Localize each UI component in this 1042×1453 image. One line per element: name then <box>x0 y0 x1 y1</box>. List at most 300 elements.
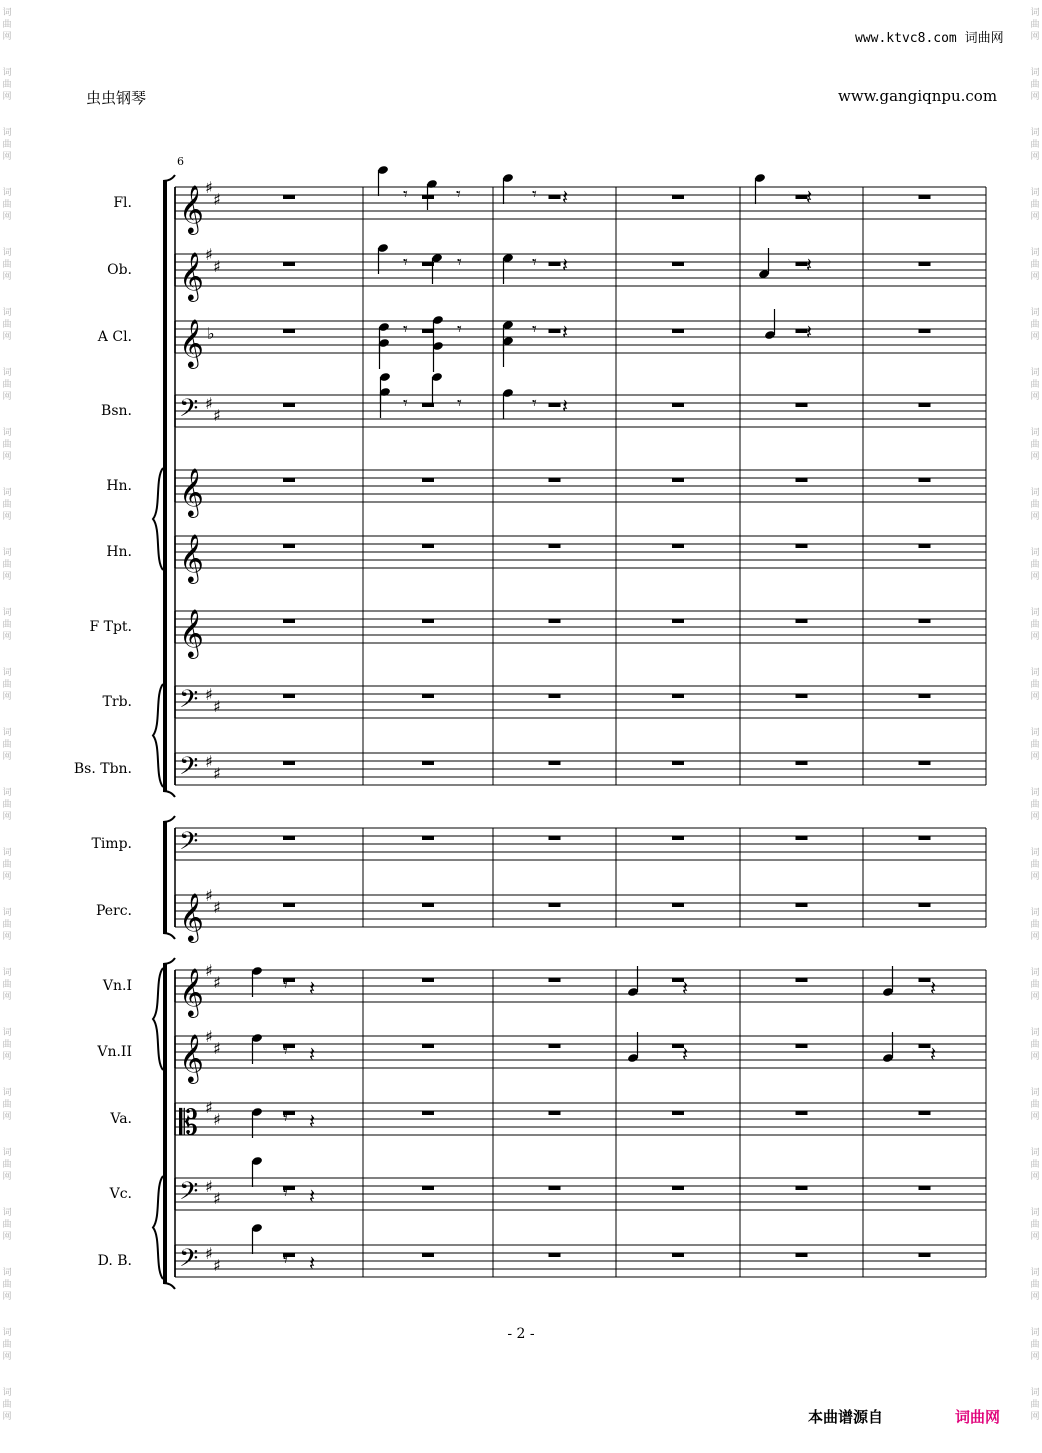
whole-rest <box>422 1044 434 1048</box>
watermark-char: 曲 <box>2 1220 12 1230</box>
instrument-label-bass-trombone: Bs. Tbn. <box>73 761 132 777</box>
whole-rest <box>796 1044 808 1048</box>
watermark-char: 词 <box>2 428 12 438</box>
quarter-rest: 𝄽 <box>682 1042 689 1066</box>
watermark-char: 曲 <box>2 1040 12 1050</box>
eighth-rest: 𝄾 <box>457 393 462 414</box>
watermark-char: 网 <box>1030 512 1040 522</box>
watermark-char: 曲 <box>2 800 12 810</box>
watermark-char: 网 <box>2 752 12 762</box>
header-site-url[interactable]: www.ktvc8.com 词曲网 <box>855 31 1004 46</box>
whole-rest <box>283 694 295 698</box>
watermark-char: 词 <box>1030 608 1040 618</box>
whole-rest <box>422 1253 434 1257</box>
instrument-label-trombone: Trb. <box>102 694 132 710</box>
whole-rest <box>422 619 434 623</box>
watermark-char: 曲 <box>2 80 12 90</box>
watermark-char: 网 <box>2 452 12 462</box>
instrument-label-viola: Va. <box>110 1111 132 1127</box>
whole-rest <box>919 1111 931 1115</box>
whole-rest <box>919 1253 931 1257</box>
sharp-sign: ♯ <box>213 1039 221 1058</box>
whole-rest <box>422 329 434 333</box>
flat-sign: ♭ <box>207 324 215 343</box>
watermark-char: 网 <box>2 1172 12 1182</box>
whole-rest <box>549 1186 561 1190</box>
watermark-char: 词 <box>1030 1148 1040 1158</box>
watermark-char: 词 <box>2 368 12 378</box>
watermark-char: 词 <box>2 608 12 618</box>
watermark-char: 词 <box>1030 848 1040 858</box>
watermark-char: 曲 <box>1030 320 1040 330</box>
whole-rest <box>549 978 561 982</box>
whole-rest <box>796 403 808 407</box>
watermark-char: 曲 <box>1030 680 1040 690</box>
whole-rest <box>283 836 295 840</box>
watermark-char: 曲 <box>1030 440 1040 450</box>
watermark-char: 词 <box>1030 728 1040 738</box>
watermark-char: 词 <box>1030 368 1040 378</box>
instrument-label-horn-1: Hn. <box>106 478 132 494</box>
whole-rest <box>549 262 561 266</box>
whole-rest <box>796 1186 808 1190</box>
watermark-char: 词 <box>1030 428 1040 438</box>
watermark-char: 词 <box>2 1268 12 1278</box>
footer-brand-link[interactable]: 词曲网 <box>955 1408 1001 1426</box>
watermark-char: 曲 <box>1030 200 1040 210</box>
sharp-sign: ♯ <box>213 764 221 783</box>
sharp-sign: ♯ <box>213 973 221 992</box>
watermark-char: 网 <box>1030 452 1040 462</box>
whole-rest <box>919 761 931 765</box>
page-number: - 2 - <box>507 1326 535 1342</box>
eighth-rest: 𝄾 <box>403 393 408 414</box>
watermark-char: 网 <box>2 572 12 582</box>
watermark-char: 曲 <box>1030 1280 1040 1290</box>
watermark-char: 词 <box>2 968 12 978</box>
whole-rest <box>919 478 931 482</box>
whole-rest <box>672 329 684 333</box>
watermark-char: 曲 <box>2 560 12 570</box>
bracket-hook <box>163 933 175 939</box>
sharp-sign: ♯ <box>205 178 213 197</box>
watermark-char: 网 <box>1030 752 1040 762</box>
whole-rest <box>672 619 684 623</box>
sharp-sign: ♯ <box>205 1177 213 1196</box>
watermark-char: 曲 <box>1030 1340 1040 1350</box>
sharp-sign: ♯ <box>205 886 213 905</box>
bass-clef: 𝄢 <box>179 685 199 720</box>
sharp-sign: ♯ <box>213 1110 221 1129</box>
watermark-char: 曲 <box>1030 1220 1040 1230</box>
whole-rest <box>672 836 684 840</box>
whole-rest <box>283 903 295 907</box>
bass-clef: 𝄢 <box>179 1244 199 1279</box>
watermark-char: 词 <box>2 1028 12 1038</box>
watermark-char: 网 <box>2 1232 12 1242</box>
watermark-char: 网 <box>2 152 12 162</box>
watermark-char: 词 <box>1030 548 1040 558</box>
watermark-char: 曲 <box>2 440 12 450</box>
eighth-rest: 𝄾 <box>457 319 462 340</box>
watermark-char: 网 <box>2 272 12 282</box>
watermark-char: 网 <box>1030 992 1040 1002</box>
whole-rest <box>672 262 684 266</box>
instrument-label-oboe: Ob. <box>107 262 132 278</box>
header-site-link[interactable]: www.gangiqnpu.com <box>838 87 998 105</box>
quarter-rest: 𝄽 <box>309 976 316 1000</box>
watermark-char: 网 <box>2 332 12 342</box>
sharp-sign: ♯ <box>213 190 221 209</box>
eighth-rest: 𝄾 <box>283 975 288 996</box>
treble-clef: 𝄞 <box>179 967 204 1016</box>
whole-rest <box>549 195 561 199</box>
whole-rest <box>422 1186 434 1190</box>
watermark-char: 网 <box>1030 1412 1040 1422</box>
quarter-rest: 𝄽 <box>562 185 569 209</box>
watermark-char: 曲 <box>2 740 12 750</box>
watermark-char: 曲 <box>1030 1040 1040 1050</box>
watermark-char: 词 <box>1030 68 1040 78</box>
staff-brace <box>153 968 163 1070</box>
watermark-char: 曲 <box>2 380 12 390</box>
watermark-char: 曲 <box>1030 260 1040 270</box>
treble-clef: 𝄞 <box>179 467 204 516</box>
whole-rest <box>796 619 808 623</box>
treble-clef: 𝄞 <box>179 533 204 582</box>
bass-clef: 𝄢 <box>179 394 199 429</box>
bass-clef: 𝄢 <box>179 1177 199 1212</box>
watermark-char: 词 <box>2 8 12 18</box>
watermark-char: 曲 <box>1030 800 1040 810</box>
watermark-char: 网 <box>1030 32 1040 42</box>
whole-rest <box>796 694 808 698</box>
watermark-char: 词 <box>1030 908 1040 918</box>
instrument-label-double-bass: D. B. <box>97 1253 132 1269</box>
quarter-rest: 𝄽 <box>562 394 569 418</box>
eighth-rest: 𝄾 <box>283 1108 288 1129</box>
whole-rest <box>919 978 931 982</box>
watermark-char: 词 <box>1030 668 1040 678</box>
watermark-char: 词 <box>2 1388 12 1398</box>
whole-rest <box>919 836 931 840</box>
watermark-char: 曲 <box>2 1400 12 1410</box>
whole-rest <box>283 478 295 482</box>
instrument-label-trumpet: F Tpt. <box>89 619 132 635</box>
whole-rest <box>422 694 434 698</box>
treble-clef: 𝄞 <box>179 318 204 367</box>
whole-rest <box>549 403 561 407</box>
whole-rest <box>283 403 295 407</box>
watermark-char: 网 <box>2 1412 12 1422</box>
watermark-char: 词 <box>1030 8 1040 18</box>
quarter-rest: 𝄽 <box>309 1109 316 1133</box>
bass-clef: 𝄢 <box>179 827 199 862</box>
whole-rest <box>549 903 561 907</box>
whole-rest <box>919 329 931 333</box>
watermark-char: 曲 <box>2 200 12 210</box>
whole-rest <box>796 978 808 982</box>
watermark-char: 网 <box>2 872 12 882</box>
watermark-char: 词 <box>1030 308 1040 318</box>
watermark-char: 词 <box>1030 248 1040 258</box>
whole-rest <box>796 478 808 482</box>
watermark-char: 词 <box>2 248 12 258</box>
whole-rest <box>919 1044 931 1048</box>
instrument-label-timpani: Timp. <box>91 836 132 852</box>
quarter-rest: 𝄽 <box>562 253 569 277</box>
whole-rest <box>283 262 295 266</box>
measure-number: 6 <box>177 155 184 168</box>
watermark-char: 曲 <box>2 680 12 690</box>
quarter-rest: 𝄽 <box>309 1251 316 1275</box>
bracket-hook <box>163 958 175 964</box>
watermark-char: 网 <box>2 932 12 942</box>
watermark-char: 曲 <box>1030 1160 1040 1170</box>
whole-rest <box>422 544 434 548</box>
whole-rest <box>919 1186 931 1190</box>
watermark-char: 曲 <box>1030 860 1040 870</box>
watermark-char: 网 <box>2 992 12 1002</box>
whole-rest <box>422 478 434 482</box>
watermark-char: 曲 <box>1030 740 1040 750</box>
treble-clef: 𝄞 <box>179 184 204 233</box>
watermark-char: 网 <box>1030 152 1040 162</box>
bracket-hook <box>163 791 175 797</box>
treble-clef: 𝄞 <box>179 608 204 657</box>
watermark-char: 网 <box>1030 392 1040 402</box>
watermark-char: 词 <box>1030 1088 1040 1098</box>
watermark-char: 曲 <box>2 500 12 510</box>
watermark-char: 网 <box>2 1352 12 1362</box>
sharp-sign: ♯ <box>205 961 213 980</box>
sharp-sign: ♯ <box>213 406 221 425</box>
watermark-char: 曲 <box>1030 500 1040 510</box>
watermark-char: 网 <box>2 632 12 642</box>
watermark-char: 词 <box>1030 1388 1040 1398</box>
watermark-char: 词 <box>1030 128 1040 138</box>
watermark-char: 曲 <box>2 1160 12 1170</box>
whole-rest <box>283 619 295 623</box>
watermark-char: 词 <box>2 848 12 858</box>
watermark-char: 词 <box>2 1328 12 1338</box>
whole-rest <box>796 836 808 840</box>
sharp-sign: ♯ <box>205 394 213 413</box>
instrument-label-cello: Vc. <box>109 1186 132 1202</box>
eighth-rest: 𝄾 <box>403 184 408 205</box>
whole-rest <box>422 903 434 907</box>
treble-clef: 𝄞 <box>179 892 204 941</box>
whole-rest <box>283 761 295 765</box>
bracket-hook <box>163 1283 175 1289</box>
watermark-char: 曲 <box>1030 560 1040 570</box>
watermark-char: 曲 <box>1030 1400 1040 1410</box>
sharp-sign: ♯ <box>205 1027 213 1046</box>
whole-rest <box>919 403 931 407</box>
whole-rest <box>549 761 561 765</box>
instrument-label-violin-2: Vn.II <box>97 1044 132 1060</box>
watermark-char: 词 <box>2 548 12 558</box>
watermark-char: 曲 <box>1030 20 1040 30</box>
whole-rest <box>549 619 561 623</box>
watermark-char: 网 <box>1030 1232 1040 1242</box>
watermark-char: 曲 <box>2 140 12 150</box>
whole-rest <box>549 836 561 840</box>
watermark-char: 网 <box>1030 1172 1040 1182</box>
whole-rest <box>919 903 931 907</box>
whole-rest <box>549 329 561 333</box>
whole-rest <box>283 544 295 548</box>
alto-clef: 𝄡 <box>179 1103 198 1143</box>
sharp-sign: ♯ <box>205 752 213 771</box>
sharp-sign: ♯ <box>205 685 213 704</box>
whole-rest <box>796 544 808 548</box>
quarter-rest: 𝄽 <box>930 976 937 1000</box>
watermark-char: 词 <box>2 908 12 918</box>
watermark-char: 网 <box>2 1052 12 1062</box>
sharp-sign: ♯ <box>213 257 221 276</box>
whole-rest <box>672 403 684 407</box>
instrument-label-percussion: Perc. <box>95 903 132 919</box>
watermark-char: 曲 <box>1030 1100 1040 1110</box>
watermark-char: 网 <box>1030 572 1040 582</box>
whole-rest <box>919 619 931 623</box>
eighth-rest: 𝄾 <box>283 1250 288 1271</box>
watermark-char: 网 <box>1030 1352 1040 1362</box>
eighth-rest: 𝄾 <box>403 319 408 340</box>
watermark-char: 曲 <box>1030 980 1040 990</box>
quarter-rest: 𝄽 <box>930 1042 937 1066</box>
watermark-char: 网 <box>2 812 12 822</box>
treble-clef: 𝄞 <box>179 1033 204 1082</box>
whole-rest <box>549 1044 561 1048</box>
whole-rest <box>422 978 434 982</box>
eighth-rest: 𝄾 <box>457 252 462 273</box>
whole-rest <box>919 195 931 199</box>
watermark-char: 网 <box>1030 272 1040 282</box>
watermark-char: 曲 <box>1030 380 1040 390</box>
whole-rest <box>549 1111 561 1115</box>
watermark-char: 词 <box>2 1088 12 1098</box>
watermark-char: 网 <box>2 1112 12 1122</box>
whole-rest <box>672 903 684 907</box>
quarter-rest: 𝄽 <box>806 253 813 277</box>
whole-rest <box>919 262 931 266</box>
watermark-char: 词 <box>1030 968 1040 978</box>
watermark-char: 网 <box>2 92 12 102</box>
watermark-char: 词 <box>1030 1328 1040 1338</box>
watermark-char: 曲 <box>2 260 12 270</box>
watermark-char: 曲 <box>2 1340 12 1350</box>
watermark-char: 曲 <box>1030 620 1040 630</box>
whole-rest <box>549 1253 561 1257</box>
sharp-sign: ♯ <box>205 1244 213 1263</box>
watermark-char: 网 <box>1030 932 1040 942</box>
whole-rest <box>422 1111 434 1115</box>
watermark-char: 网 <box>2 512 12 522</box>
whole-rest <box>672 195 684 199</box>
eighth-rest: 𝄾 <box>403 252 408 273</box>
watermark-char: 词 <box>2 188 12 198</box>
quarter-rest: 𝄽 <box>562 320 569 344</box>
watermark-char: 曲 <box>2 1100 12 1110</box>
watermark-char: 词 <box>2 1148 12 1158</box>
eighth-rest: 𝄾 <box>532 184 537 205</box>
whole-rest <box>422 761 434 765</box>
instrument-label-bassoon: Bsn. <box>101 403 132 419</box>
watermark-char: 网 <box>1030 1292 1040 1302</box>
bracket-hook <box>163 175 175 181</box>
sharp-sign: ♯ <box>205 245 213 264</box>
eighth-rest: 𝄾 <box>532 252 537 273</box>
eighth-rest: 𝄾 <box>532 319 537 340</box>
whole-rest <box>283 329 295 333</box>
whole-rest <box>672 1186 684 1190</box>
whole-rest <box>919 694 931 698</box>
whole-rest <box>549 694 561 698</box>
watermark-char: 网 <box>2 692 12 702</box>
watermark-char: 词 <box>2 308 12 318</box>
watermark-char: 网 <box>1030 632 1040 642</box>
sharp-sign: ♯ <box>213 697 221 716</box>
staff-brace <box>153 468 163 570</box>
whole-rest <box>672 478 684 482</box>
watermark-char: 词 <box>2 488 12 498</box>
quarter-rest: 𝄽 <box>682 976 689 1000</box>
watermark-char: 网 <box>1030 1052 1040 1062</box>
treble-clef: 𝄞 <box>179 251 204 300</box>
watermark-char: 词 <box>1030 1268 1040 1278</box>
whole-rest <box>919 544 931 548</box>
watermark-char: 网 <box>2 32 12 42</box>
watermark-char: 词 <box>1030 788 1040 798</box>
watermark-char: 词 <box>2 728 12 738</box>
whole-rest <box>422 403 434 407</box>
watermark-char: 曲 <box>2 980 12 990</box>
eighth-rest: 𝄾 <box>532 393 537 414</box>
watermark-char: 网 <box>2 392 12 402</box>
watermark-char: 曲 <box>1030 920 1040 930</box>
quarter-rest: 𝄽 <box>806 185 813 209</box>
watermark-char: 曲 <box>2 920 12 930</box>
watermark-char: 网 <box>1030 212 1040 222</box>
staff-brace <box>153 1176 163 1279</box>
eighth-rest: 𝄾 <box>283 1183 288 1204</box>
watermark-char: 网 <box>1030 812 1040 822</box>
watermark-char: 网 <box>2 1292 12 1302</box>
whole-rest <box>672 694 684 698</box>
watermark-char: 网 <box>1030 1112 1040 1122</box>
watermark-char: 词 <box>1030 1028 1040 1038</box>
watermark-char: 词 <box>2 68 12 78</box>
whole-rest <box>422 836 434 840</box>
watermark-char: 网 <box>1030 692 1040 702</box>
watermark-char: 网 <box>1030 332 1040 342</box>
watermark-char: 网 <box>1030 872 1040 882</box>
whole-rest <box>672 1111 684 1115</box>
bass-clef: 𝄢 <box>179 752 199 787</box>
instrument-label-horn-2: Hn. <box>106 544 132 560</box>
eighth-rest: 𝄾 <box>456 184 461 205</box>
watermark-char: 词 <box>1030 488 1040 498</box>
whole-rest <box>796 903 808 907</box>
quarter-rest: 𝄽 <box>309 1042 316 1066</box>
sharp-sign: ♯ <box>205 1098 213 1117</box>
watermark-char: 网 <box>1030 92 1040 102</box>
whole-rest <box>796 1111 808 1115</box>
watermark-char: 词 <box>2 668 12 678</box>
eighth-rest: 𝄾 <box>283 1041 288 1062</box>
